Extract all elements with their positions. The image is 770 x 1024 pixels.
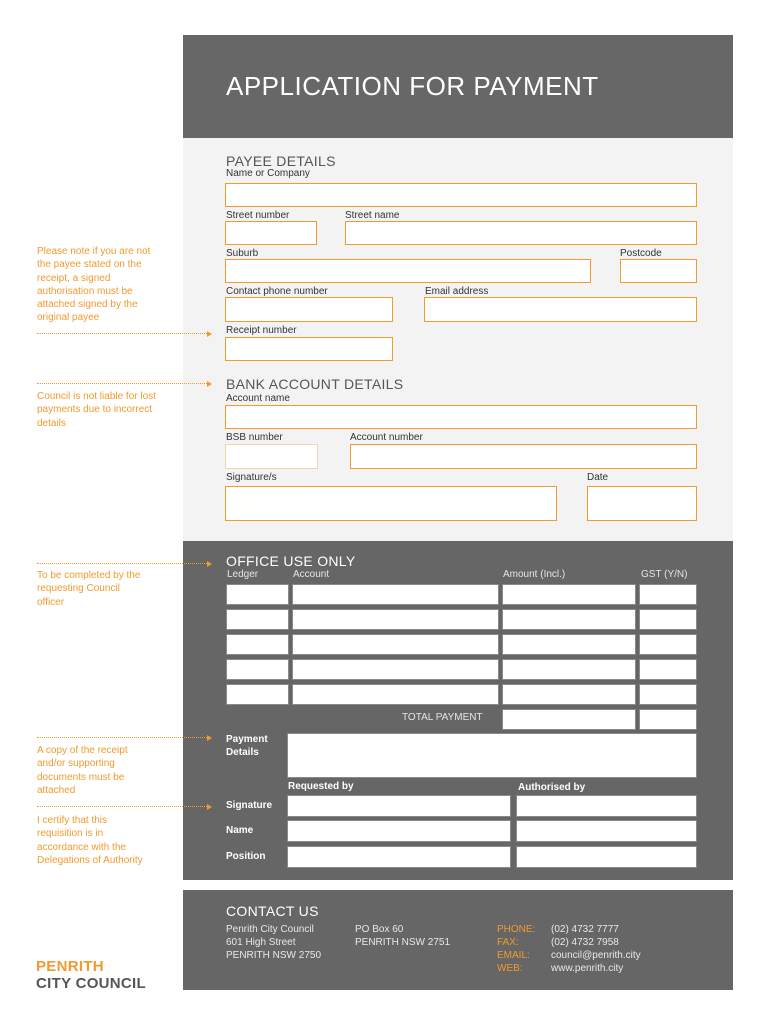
fax-label-text: FAX: [497,937,519,948]
phone-value: (02) 4732 7777 [551,924,619,935]
name-field[interactable] [225,183,697,207]
payee-note-leader [37,333,207,334]
requested-signature-field[interactable] [287,795,511,817]
page-title: APPLICATION FOR PAYMENT [226,71,599,101]
amount-cell[interactable] [502,634,636,655]
email-field[interactable] [424,297,697,322]
account-header: Account [293,569,330,580]
phone-field[interactable] [225,297,393,322]
gst-cell[interactable] [639,609,697,630]
total-gst-cell[interactable] [639,709,697,730]
arrow-icon [207,804,212,810]
bsb-field[interactable] [225,444,318,469]
signature-field[interactable] [225,486,557,521]
phone-label: Contact phone number [226,286,328,297]
ledger-cell[interactable] [226,634,289,655]
account-cell[interactable] [292,634,499,655]
requested-position-field[interactable] [287,846,511,868]
account-cell[interactable] [292,584,499,605]
gst-cell[interactable] [639,659,697,680]
web-label-text: WEB: [497,963,523,974]
amount-cell[interactable] [502,684,636,705]
web-value[interactable]: www.penrith.city [551,963,624,974]
requested-name-field[interactable] [287,820,511,842]
account-cell[interactable] [292,684,499,705]
ledger-cell[interactable] [226,659,289,680]
office-note: To be completed by the requesting Council officer [37,570,141,608]
office-signature-label: Signature [226,800,273,811]
ledger-cell[interactable] [226,609,289,630]
name-label: Name or Company [226,168,310,179]
payee-note: Please note if you are not the payee stated on the receipt, a signed authorisation must be attached signed by the original payee [37,246,151,324]
street-name-field[interactable] [345,221,697,245]
payment-details-field[interactable] [287,733,697,778]
contact-po-box: PO Box 60 PENRITH NSW 2751 [355,924,451,948]
office-name-label: Name [226,825,254,836]
gst-cell[interactable] [639,634,697,655]
bank-details-title: BANK ACCOUNT DETAILS [226,376,404,392]
street-number-label: Street number [226,210,290,221]
receipt-label: Receipt number [226,325,297,336]
arrow-icon [207,735,212,741]
gst-cell[interactable] [639,584,697,605]
certify-note: I certify that this requisition is in accordance with the Delegations of Authority [37,815,143,866]
bank-note: Council is not liable for lost payments due to incorrect details [37,391,156,429]
date-label: Date [587,472,609,483]
account-cell[interactable] [292,609,499,630]
street-number-field[interactable] [225,221,317,245]
bank-note-leader [37,383,207,384]
gst-cell[interactable] [639,684,697,705]
total-payment-label: TOTAL PAYMENT [402,712,483,723]
arrow-icon [207,561,212,567]
receipt-note-leader [37,737,207,738]
authorised-by-label: Authorised by [518,782,586,793]
email-value[interactable]: council@penrith.city [551,950,641,961]
gst-header: GST (Y/N) [641,569,688,580]
payee-details-title: PAYEE DETAILS [226,153,336,169]
signature-label: Signature/s [226,472,277,483]
suburb-label: Suburb [226,248,259,259]
postcode-field[interactable] [620,259,697,283]
authorised-signature-field[interactable] [516,795,697,817]
authorised-name-field[interactable] [516,820,697,842]
ledger-cell[interactable] [226,584,289,605]
receipt-field[interactable] [225,337,393,361]
requested-by-label: Requested by [288,781,354,792]
ledger-header: Ledger [227,569,259,580]
email-label: Email address [425,286,489,297]
amount-cell[interactable] [502,584,636,605]
phone-label-text: PHONE: [497,924,536,935]
account-cell[interactable] [292,659,499,680]
receipt-note: A copy of the receipt and/or supporting documents must be attached [37,745,128,796]
total-amount-cell[interactable] [502,709,636,730]
payment-details-label: Payment Details [226,734,268,758]
ledger-cell[interactable] [226,684,289,705]
logo-city-council: CITY COUNCIL [36,975,146,992]
account-number-field[interactable] [350,444,697,469]
logo-penrith: PENRITH [36,958,104,975]
fax-value: (02) 4732 7958 [551,937,619,948]
arrow-icon [207,331,212,337]
contact-title: CONTACT US [226,903,319,919]
amount-cell[interactable] [502,659,636,680]
date-field[interactable] [587,486,697,521]
account-number-label: Account number [350,432,423,443]
street-name-label: Street name [345,210,400,221]
office-position-label: Position [226,851,266,862]
postcode-label: Postcode [620,248,662,259]
office-note-leader [37,563,207,564]
authorised-position-field[interactable] [516,846,697,868]
office-use-title: OFFICE USE ONLY [226,553,356,569]
suburb-field[interactable] [225,259,591,283]
header-banner [183,35,733,138]
bsb-label: BSB number [226,432,283,443]
account-name-label: Account name [226,393,290,404]
account-name-field[interactable] [225,405,697,429]
email-label-text: EMAIL: [497,950,530,961]
amount-header: Amount (Incl.) [503,569,566,580]
amount-cell[interactable] [502,609,636,630]
arrow-icon [207,381,212,387]
certify-note-leader [37,806,207,807]
contact-address: Penrith City Council 601 High Street PENRITH NSW 2750 [226,924,322,961]
